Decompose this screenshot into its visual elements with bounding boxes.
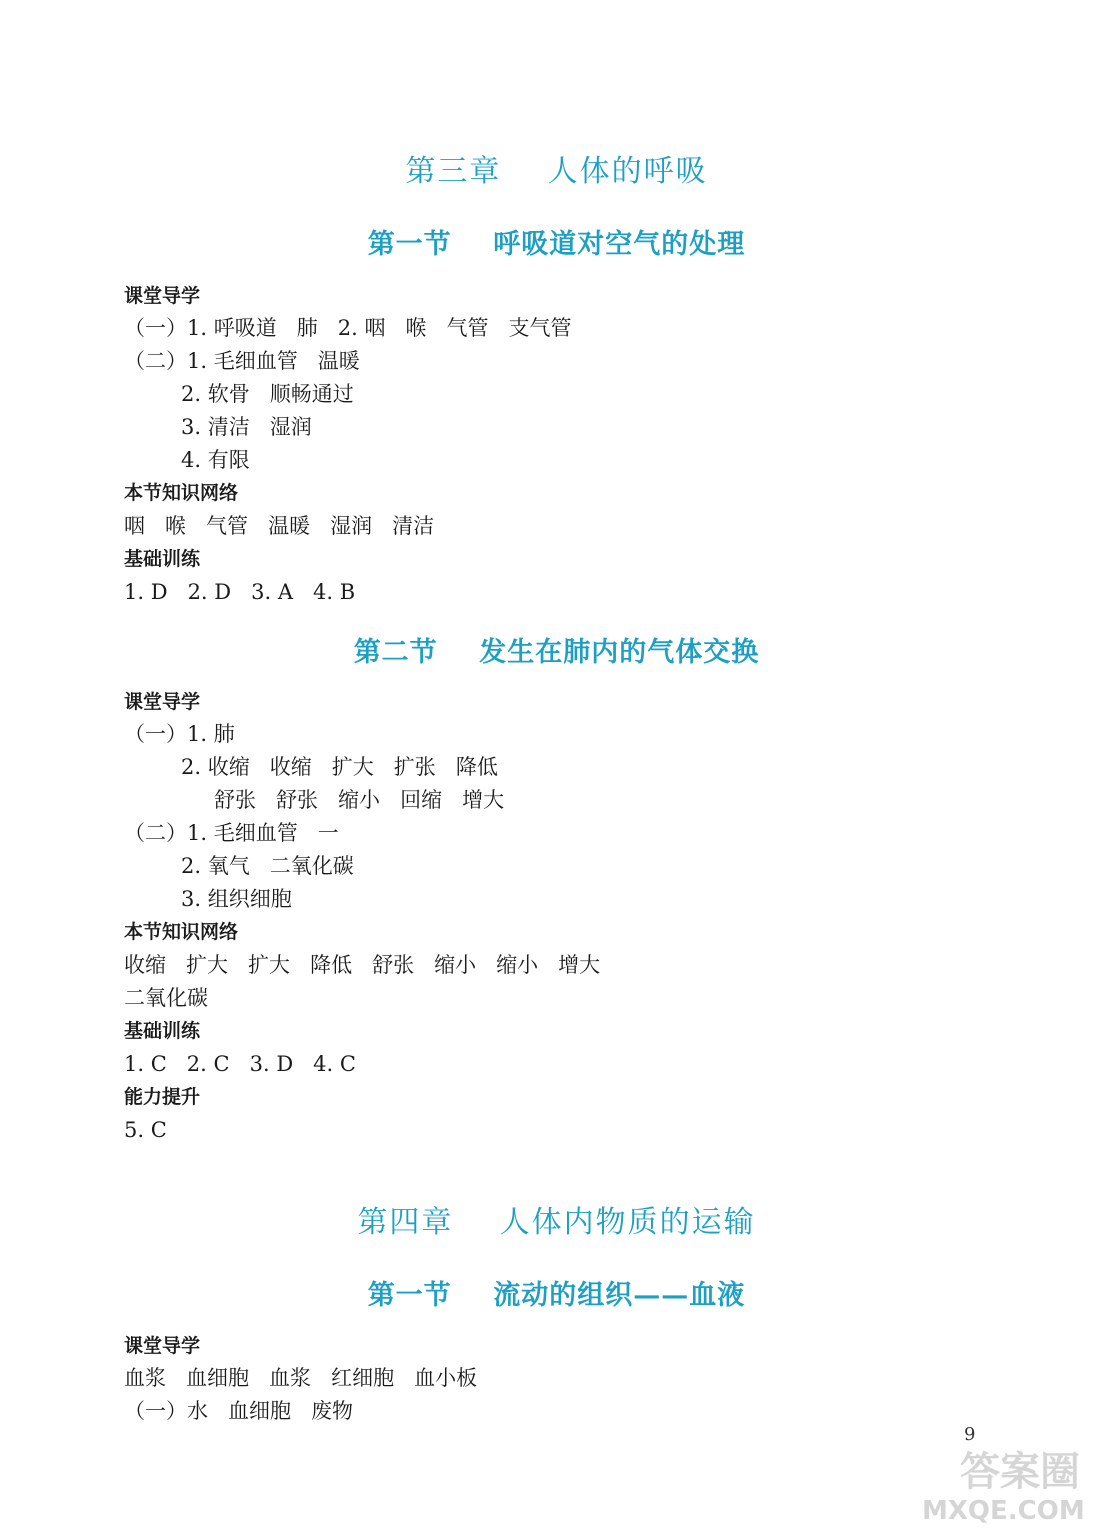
watermark-logo	[920, 1438, 1105, 1528]
watermark-bottom-text: MXQE.COM	[922, 1496, 1085, 1526]
answer-line: 3. 清洁 湿润	[181, 415, 312, 439]
chapter-4-title: 第四章 人体内物质的运输	[357, 1205, 756, 1240]
answer-line: 2. 收缩 收缩 扩大 扩张 降低	[181, 755, 498, 779]
answer-line: 咽 喉 气管 温暖 湿润 清洁	[124, 514, 435, 538]
section-3-1-title: 第一节 呼吸道对空气的处理	[367, 229, 746, 260]
watermark-top-text: 答案圈	[960, 1449, 1080, 1495]
answer-line: 收缩 扩大 扩大 降低 舒张 缩小 缩小 增大	[124, 953, 601, 977]
section-3-2-title: 第二节 发生在肺内的气体交换	[353, 637, 760, 668]
answer-line: 2. 软骨 顺畅通过	[181, 382, 354, 406]
answer-line: 1. C 2. C 3. D 4. C	[124, 1052, 356, 1076]
answer-line: 1. D 2. D 3. A 4. B	[124, 580, 356, 604]
heading-knowledge-network: 本节知识网络	[124, 921, 239, 943]
page-number: 9	[964, 1424, 976, 1445]
section-4-1-title: 第一节 流动的组织——血液	[367, 1280, 746, 1311]
answer-line: 4. 有限	[181, 448, 250, 472]
heading-basic-training: 基础训练	[124, 548, 201, 570]
answer-line: 5. C	[124, 1118, 167, 1142]
chapter-3-title: 第三章 人体的呼吸	[405, 154, 708, 189]
answer-line: 2. 氧气 二氧化碳	[181, 854, 354, 878]
answer-line: （二）1. 毛细血管 温暖	[124, 349, 360, 373]
answer-line: 血浆 血细胞 血浆 红细胞 血小板	[124, 1366, 478, 1390]
heading-basic-training: 基础训练	[124, 1020, 201, 1042]
answer-line: 二氧化碳	[124, 986, 208, 1010]
heading-classroom-guide: 课堂导学	[124, 691, 201, 713]
answer-line: 3. 组织细胞	[181, 887, 292, 911]
answer-line: （二）1. 毛细血管 一	[124, 821, 339, 845]
answer-line: （一）1. 呼吸道 肺 2. 咽 喉 气管 支气管	[124, 316, 572, 340]
answer-line: （一）1. 肺	[124, 722, 235, 746]
heading-knowledge-network: 本节知识网络	[124, 482, 239, 504]
answer-line: 舒张 舒张 缩小 回缩 增大	[214, 788, 505, 812]
heading-classroom-guide: 课堂导学	[124, 285, 201, 307]
heading-classroom-guide: 课堂导学	[124, 1335, 201, 1357]
heading-ability-improvement: 能力提升	[124, 1086, 201, 1108]
answer-line: （一）水 血细胞 废物	[124, 1399, 354, 1423]
